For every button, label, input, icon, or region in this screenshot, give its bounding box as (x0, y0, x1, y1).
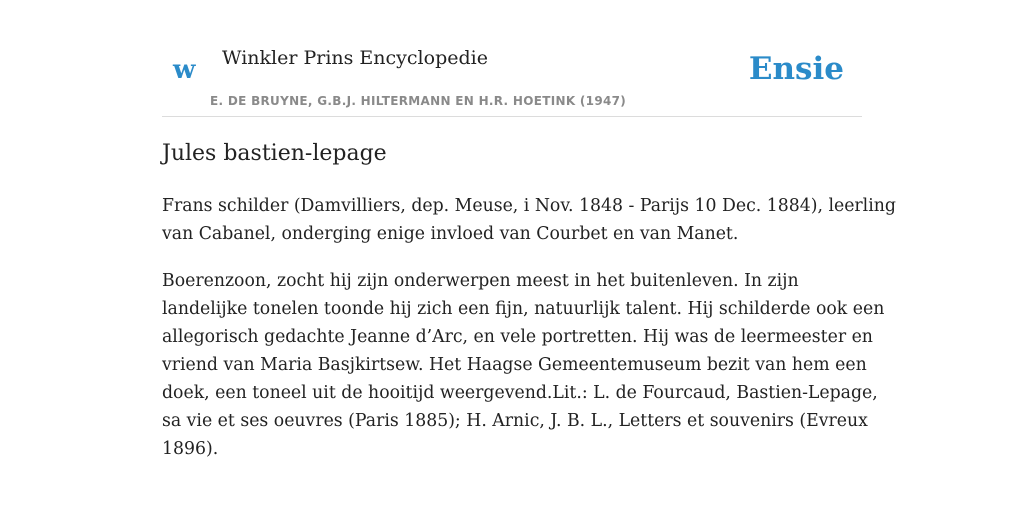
encyclopedia-title[interactable]: Winkler Prins Encyclopedie (222, 47, 488, 69)
site-header (162, 0, 862, 117)
encyclopedia-authors: E. DE BRUYNE, G.B.J. HILTERMANN EN H.R. HOETINK (1947) (210, 94, 627, 108)
ensie-logo-link[interactable]: Ensie (748, 51, 844, 87)
paragraph-line: sa vie et ses oeuvres (Paris 1885); H. Arnic, J. B. L., Letters et souvenirs (Evreux (162, 411, 868, 431)
article-paragraph-1 (162, 192, 896, 248)
paragraph-line: vriend van Maria Basjkirtsew. Het Haagse Gemeentemuseum bezit van hem een (162, 355, 867, 375)
article-paragraph-2 (162, 267, 885, 463)
winkler-prins-logo-icon[interactable]: w (173, 55, 196, 85)
paragraph-line: Boerenzoon, zocht hij zijn onderwerpen meest in het buitenleven. In zijn (162, 271, 799, 291)
paragraph-line: doek, een toneel uit de hooitijd weergevend.Lit.: L. de Fourcaud, Bastien-Lepage, (162, 383, 878, 403)
paragraph-line: landelijke tonelen toonde hij zich een fijn, natuurlijk talent. Hij schilderde ook een (162, 299, 885, 319)
paragraph-line: 1896). (162, 439, 219, 459)
paragraph-line: allegorisch gedachte Jeanne d’Arc, en vele portretten. Hij was de leermeester en (162, 327, 873, 347)
paragraph-line: van Cabanel, onderging enige invloed van Courbet en van Manet. (162, 224, 739, 244)
paragraph-line: Frans schilder (Damvilliers, dep. Meuse, i Nov. 1848 - Parijs 10 Dec. 1884), leerling (162, 196, 896, 216)
article-title: Jules bastien-lepage (162, 141, 387, 166)
